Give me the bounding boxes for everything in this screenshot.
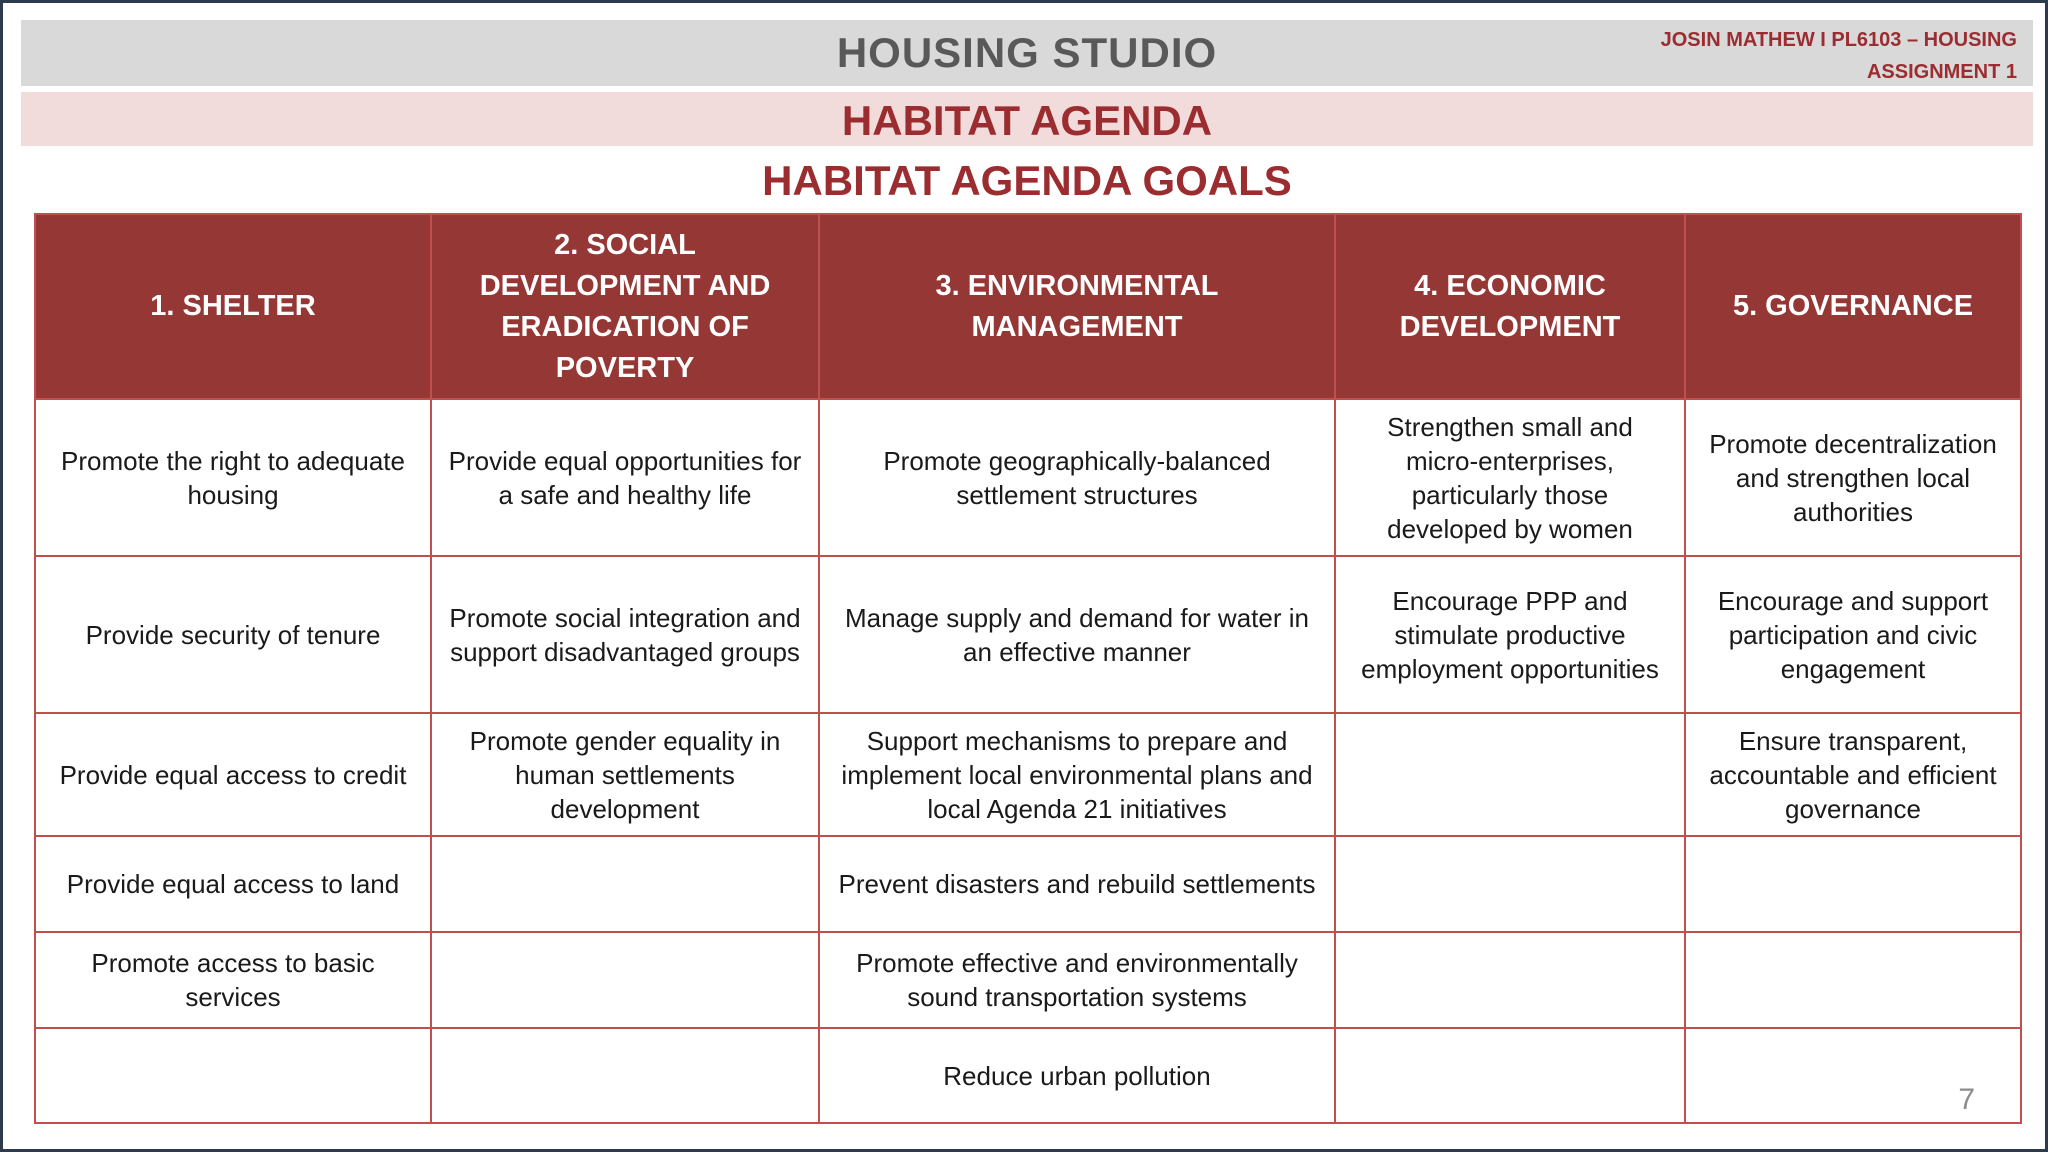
table-cell	[1685, 932, 2021, 1028]
table-cell	[431, 1028, 819, 1123]
table-cell	[1335, 713, 1685, 836]
table-cell	[431, 932, 819, 1028]
author-line-2: ASSIGNMENT 1	[1866, 61, 2017, 83]
table-cell: Encourage and support participation and civic engagement	[1685, 556, 2021, 713]
table-cell: Promote social integration and support disadvantaged groups	[431, 556, 819, 713]
table-row	[35, 556, 2021, 713]
table-header-row	[35, 214, 2021, 399]
table-cell: Promote access to basic services	[35, 932, 431, 1028]
table-cell	[1685, 836, 2021, 932]
table-row	[35, 932, 2021, 1028]
header-bar	[21, 20, 2033, 86]
header-governance: 5. GOVERNANCE	[1685, 214, 2021, 399]
table-cell	[1335, 932, 1685, 1028]
page-number: 7	[1958, 1083, 1975, 1116]
header-social-development: 2. SOCIAL DEVELOPMENT AND ERADICATION OF POVERTY	[431, 214, 819, 399]
header-environmental-management: 3. ENVIRONMENTAL MANAGEMENT	[819, 214, 1335, 399]
table-cell: Promote effective and environmentally sound transportation systems	[819, 932, 1335, 1028]
goals-title: HABITAT AGENDA GOALS	[762, 157, 1292, 204]
table-cell: Provide security of tenure	[35, 556, 431, 713]
header-shelter: 1. SHELTER	[35, 214, 431, 399]
table-cell: Strengthen small and micro-enterprises, particularly those developed by women	[1335, 399, 1685, 556]
table-cell	[1335, 1028, 1685, 1123]
author-line-1: JOSIN MATHEW I PL6103 – HOUSING	[1660, 29, 2017, 51]
table-cell	[1335, 836, 1685, 932]
studio-title: HOUSING STUDIO	[836, 29, 1218, 76]
table-cell: Prevent disasters and rebuild settlements	[819, 836, 1335, 932]
agenda-title: HABITAT AGENDA	[841, 97, 1213, 144]
header-economic-development: 4. ECONOMIC DEVELOPMENT	[1335, 214, 1685, 399]
table-cell: Promote decentralization and strengthen local authorities	[1685, 399, 2021, 556]
author-info	[1597, 24, 2017, 88]
goals-table	[34, 213, 2022, 1124]
table-cell: Ensure transparent, accountable and efficient governance	[1685, 713, 2021, 836]
table-cell: Provide equal access to credit	[35, 713, 431, 836]
table-row	[35, 1028, 2021, 1123]
table-cell: Provide equal access to land	[35, 836, 431, 932]
table-row	[35, 836, 2021, 932]
agenda-band	[21, 92, 2033, 146]
table-cell: Encourage PPP and stimulate productive employment opportunities	[1335, 556, 1685, 713]
table-cell	[431, 836, 819, 932]
table-cell: Provide equal opportunities for a safe and healthy life	[431, 399, 819, 556]
table-cell: Promote gender equality in human settlements development	[431, 713, 819, 836]
table-cell: Promote geographically-balanced settlement structures	[819, 399, 1335, 556]
table-cell	[35, 1028, 431, 1123]
table-row	[35, 713, 2021, 836]
table-row	[35, 399, 2021, 556]
table-cell: Manage supply and demand for water in an effective manner	[819, 556, 1335, 713]
table-cell: Support mechanisms to prepare and implement local environmental plans and local Agenda 21 initiatives	[819, 713, 1335, 836]
table-cell: Promote the right to adequate housing	[35, 399, 431, 556]
table-cell: Reduce urban pollution	[819, 1028, 1335, 1123]
